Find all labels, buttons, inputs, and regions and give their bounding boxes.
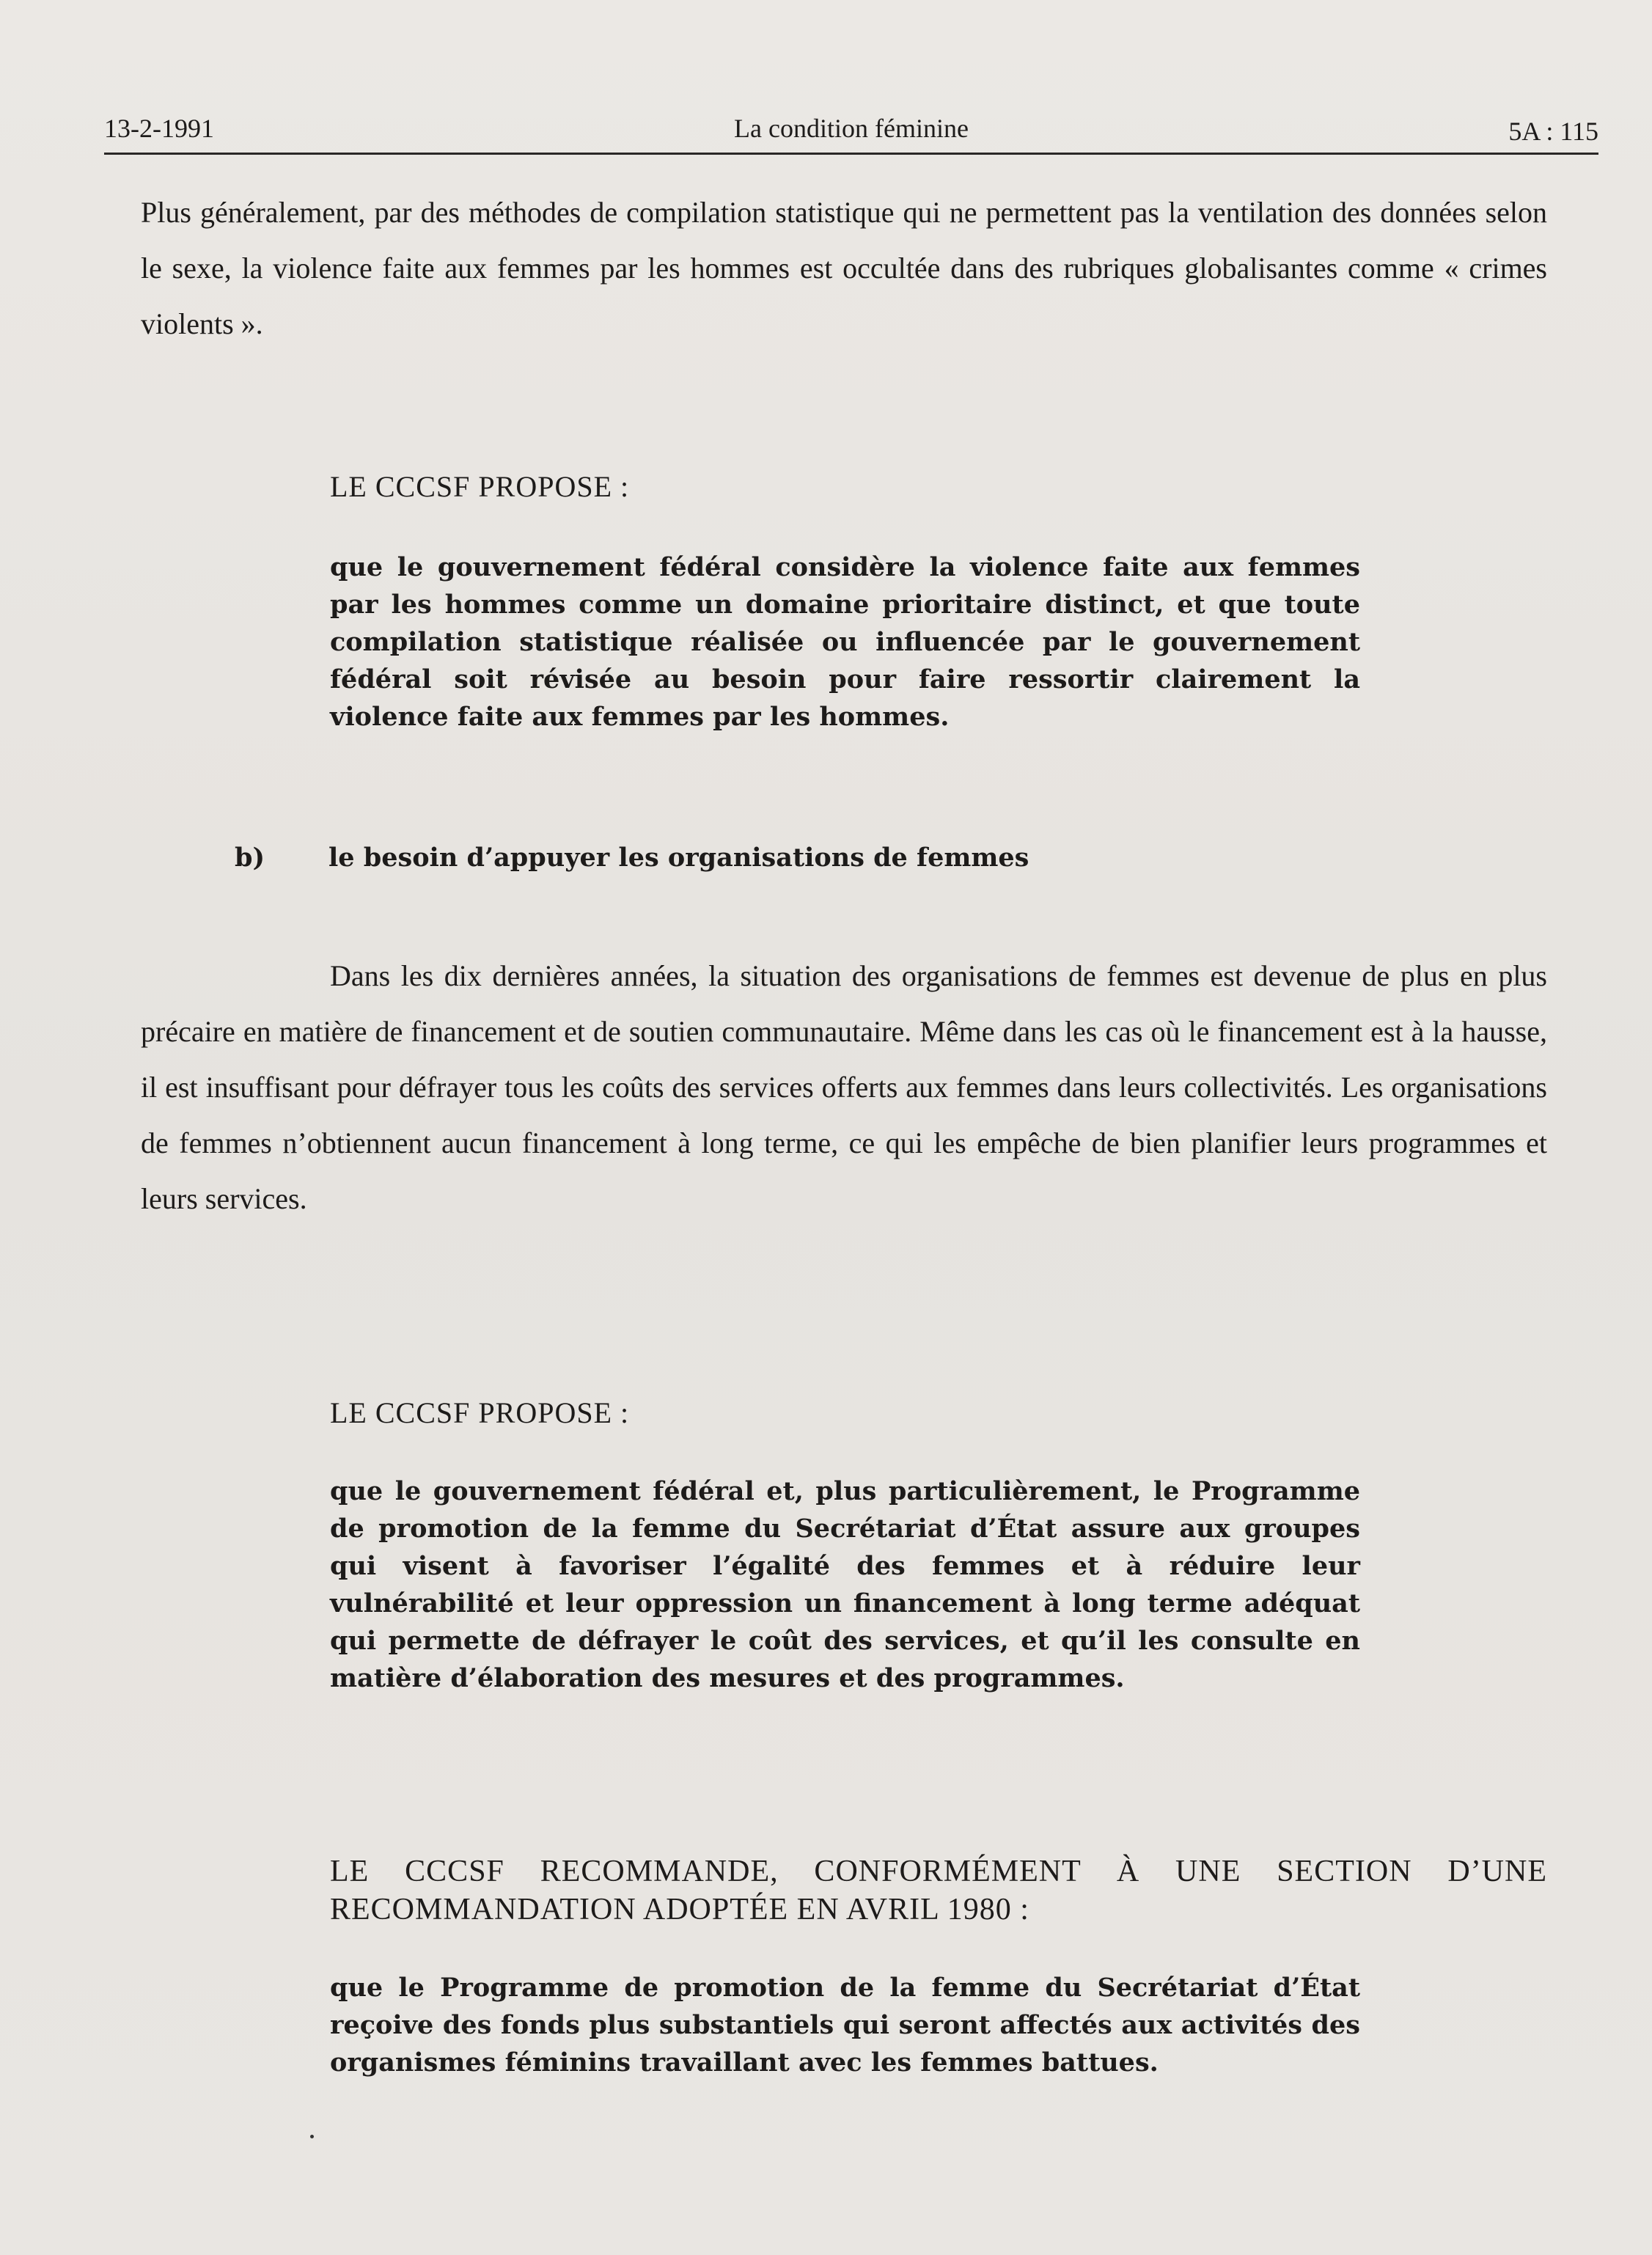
paragraph-organisations: Dans les dix dernières années, la situation des organisations de femmes est devenue de plus en plus précaire en matière de financement et de soutien communautaire. Même dans les cas où le financement est à la hausse, il est insuffisant pour défrayer tous les coûts des services offerts aux femmes dans leurs collectivités. Les organisations de femmes n’obtiennent aucun financement à long terme, ce qui les empêche de bien planifier leurs programmes et leurs services. (141, 959, 1547, 1215)
stray-dot (310, 2135, 314, 2138)
section-b-letter: b) (235, 843, 265, 873)
section-b-heading (235, 843, 1029, 873)
recommend-heading: LE CCCSF RECOMMANDE, CONFORMÉMENT À UNE SECTION D’UNE RECOMMANDATION ADOPTÉE EN AVRIL 1980 : (330, 1855, 1547, 1926)
proposal-funding: que le gouvernement fédéral et, plus particulièrement, le Programme de promotion de la femme du Secrétariat d’État assure aux groupes qui visent à favoriser l’égalité des femmes et à réduire leur vulnérabilité et leur oppression un financement à long terme adéquat qui permette de défrayer le coût des services, et qu’il les consulte en matière d’élaboration des mesures et des programmes. (330, 1476, 1360, 1693)
propose-heading-1: LE CCCSF PROPOSE : (330, 470, 630, 503)
recommendation-text: que le Programme de promotion de la femme du Secrétariat d’État reçoive des fonds plus substantiels qui seront affectés aux activités des organismes féminins travaillant avec les femmes battues. (330, 1973, 1360, 2078)
proposal-statistics: que le gouvernement fédéral considère la violence faite aux femmes par les hommes comme un domaine prioritaire distinct, et que toute compilation statistique réalisée ou influencée par le gouvernement fédéral soit révisée au besoin pour faire ressortir clairement la violence faite aux femmes par les hommes. (330, 552, 1360, 732)
header-page-number: 5A : 115 (1508, 117, 1598, 146)
header-date: 13-2-1991 (104, 114, 214, 143)
header-title: La condition féminine (734, 114, 969, 143)
paragraph-statistics: Plus généralement, par des méthodes de compilation statistique qui ne permettent pas la ventilation des données selon le sexe, la violence faite aux femmes par les hommes est occultée dans des rubriques globalisantes comme « crimes violents ». (141, 196, 1547, 340)
propose-heading-2: LE CCCSF PROPOSE : (330, 1396, 630, 1429)
section-b-title: le besoin d’appuyer les organisations de femmes (328, 843, 1029, 873)
page-header (104, 109, 1598, 155)
